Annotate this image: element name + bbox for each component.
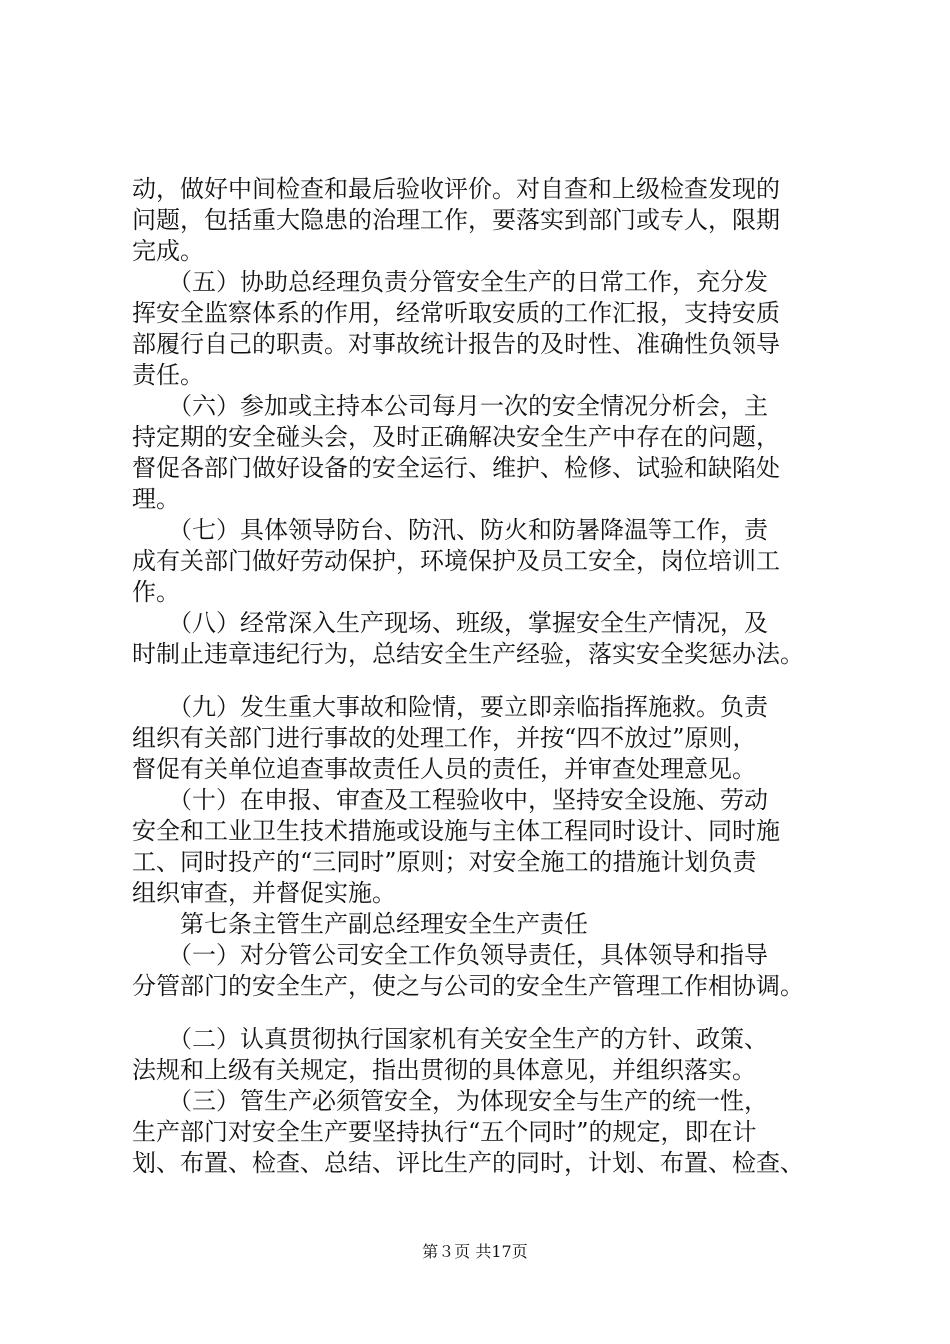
text-line: 持定期的安全碰头会，及时正确解决安全生产中存在的问题， bbox=[132, 423, 780, 451]
text-line: （九）发生重大事故和险情，要立即亲临指挥施救。负责 bbox=[132, 693, 768, 721]
text-line: 责任。 bbox=[132, 361, 204, 389]
paragraph-gap bbox=[132, 1002, 852, 1024]
text-line: （二）认真贯彻执行国家机有关安全生产的方针、政策、 bbox=[132, 1025, 768, 1053]
text-line: 督促有关单位追查事故责任人员的责任，并审查处理意见。 bbox=[132, 755, 756, 783]
text-line: 划、布置、检查、总结、评比生产的同时，计划、布置、检查、 bbox=[132, 1149, 804, 1177]
text-line: 分管部门的安全生产，使之与公司的安全生产管理工作相协调。 bbox=[132, 972, 804, 1000]
text-line: 法规和上级有关规定，指出贯彻的具体意见，并组织落实。 bbox=[132, 1056, 756, 1084]
text-line: 督促各部门做好设备的安全运行、维护、检修、试验和缺陷处 bbox=[132, 454, 780, 482]
text-line: 动，做好中间检查和最后验收评价。对自查和上级检查发现的 bbox=[132, 175, 780, 203]
text-line: 完成。 bbox=[132, 237, 204, 265]
text-line: 组织审查，并督促实施。 bbox=[132, 879, 396, 907]
text-line: （七）具体领导防台、防汛、防火和防暑降温等工作，责 bbox=[132, 516, 768, 544]
text-line: 挥安全监察体系的作用，经常听取安质的工作汇报，支持安质 bbox=[132, 299, 780, 327]
text-line: （六）参加或主持本公司每月一次的安全情况分析会，主 bbox=[132, 392, 768, 420]
text-line: 问题，包括重大隐患的治理工作，要落实到部门或专人，限期 bbox=[132, 206, 780, 234]
text-line: 时制止违章违纪行为，总结安全生产经验，落实安全奖惩办法。 bbox=[132, 640, 804, 668]
text-line: 成有关部门做好劳动保护，环境保护及员工安全，岗位培训工 bbox=[132, 547, 780, 575]
text-line: 安全和工业卫生技术措施或设施与主体工程同时设计、同时施 bbox=[132, 817, 780, 845]
text-line: （五）协助总经理负责分管安全生产的日常工作，充分发 bbox=[132, 268, 768, 296]
text-line: （八）经常深入生产现场、班级，掌握安全生产情况，及 bbox=[132, 609, 768, 637]
text-line: 第七条主管生产副总经理安全生产责任 bbox=[132, 910, 588, 938]
text-line: 组织有关部门进行事故的处理工作，并按“四不放过”原则， bbox=[132, 724, 757, 752]
text-line: （一）对分管公司安全工作负领导责任，具体领导和指导 bbox=[132, 941, 768, 969]
text-line: 生产部门对安全生产要坚持执行“五个同时”的规定，即在计 bbox=[132, 1118, 757, 1146]
text-line: （三）管生产必须管安全，为体现安全与生产的统一性， bbox=[132, 1087, 768, 1115]
paragraph-gap bbox=[132, 670, 852, 692]
page-footer: 第３页 共17页 bbox=[422, 1242, 528, 1261]
text-line: 理。 bbox=[132, 485, 180, 513]
text-line: 工、同时投产的“三同时”原则；对安全施工的措施计划负责 bbox=[132, 848, 757, 876]
text-line: 部履行自己的职责。对事故统计报告的及时性、准确性负领导 bbox=[132, 330, 780, 358]
text-line: （十）在申报、审查及工程验收中，坚持安全设施、劳动 bbox=[132, 786, 768, 814]
document-body bbox=[132, 174, 852, 1179]
text-line: 作。 bbox=[132, 578, 180, 606]
